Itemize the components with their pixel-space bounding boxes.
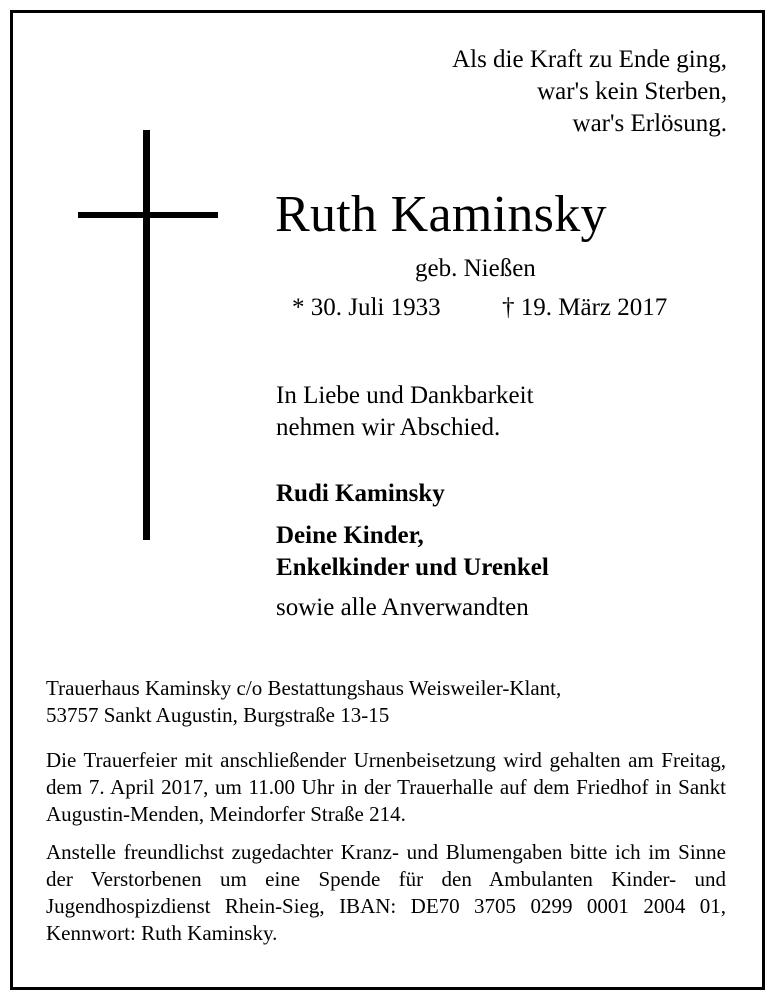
mourner-family — [276, 520, 549, 584]
farewell-line: In Liebe und Dankbarkeit — [276, 382, 534, 409]
mourner-spouse: Rudi Kaminsky — [276, 480, 445, 507]
birth-date: * 30. Juli 1933 — [292, 294, 441, 321]
death-date: † 19. März 2017 — [502, 294, 668, 321]
farewell-line: nehmen wir Abschied. — [276, 414, 501, 441]
cross-icon — [143, 130, 150, 540]
mourner-family-line: Enkelkinder und Urenkel — [276, 554, 549, 581]
motto-line: war's kein Sterben, — [537, 78, 727, 105]
cross-icon-bar — [78, 212, 218, 218]
deceased-name: Ruth Kaminsky — [275, 186, 607, 243]
funeral-notice: Die Trauerfeier mit anschließender Urnenbeisetzung wird gehalten am Freitag, dem 7. April 2017, um 11.00 Uhr in der Trauerhalle auf dem Friedhof in Sankt Augustin-Menden, Meindorfer Straße 214. — [46, 748, 726, 826]
maiden-name: geb. Nießen — [415, 255, 536, 282]
mourner-relatives: sowie alle Anverwandten — [276, 594, 529, 621]
motto-line: war's Erlösung. — [572, 110, 727, 137]
donation-notice: Anstelle freundlichst zugedachter Kranz- und Blumengaben bitte ich im Sinne der Verstorbenen um eine Spende für den Ambulanten Kinder- und Jugendhospizdienst Rhein-Sieg, IBAN: DE70 3705 0299 0001 2004 01, Kennwort: Ruth Kaminsky. — [46, 840, 726, 945]
motto-line: Als die Kraft zu Ende ging, — [452, 46, 727, 73]
address-line: 53757 Sankt Augustin, Burgstraße 13-15 — [46, 703, 390, 727]
farewell-text — [276, 380, 534, 444]
motto-verse — [452, 44, 727, 140]
mourner-family-line: Deine Kinder, — [276, 522, 424, 549]
mourning-house-address — [46, 675, 561, 729]
address-line: Trauerhaus Kaminsky c/o Bestattungshaus Weisweiler-Klant, — [46, 676, 562, 700]
